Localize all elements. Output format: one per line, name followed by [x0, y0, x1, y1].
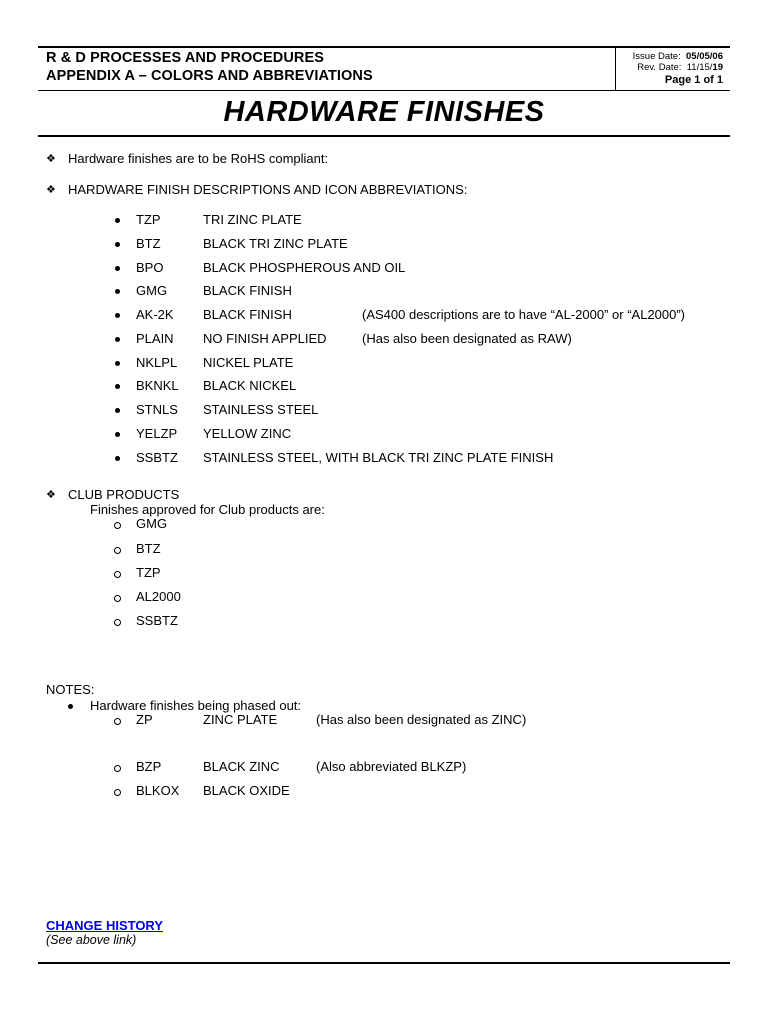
intro-bullet-2: HARDWARE FINISH DESCRIPTIONS AND ICON ABBREVIATIONS:: [68, 182, 468, 197]
document-meta-box: [615, 47, 731, 91]
bullet-dot-icon: [115, 337, 120, 342]
circle-bullet-icon: [114, 789, 121, 796]
finish-desc: YELLOW ZINC: [203, 426, 292, 441]
finish-code: BPO: [136, 260, 164, 275]
bullet-dot-icon: [115, 289, 120, 294]
club-item: GMG: [136, 516, 168, 531]
diamond-bullet-icon: ❖: [46, 489, 56, 501]
notes-heading: NOTES:: [46, 682, 95, 697]
circle-bullet-icon: [114, 522, 121, 529]
change-history-note: (See above link): [46, 933, 137, 947]
notes-bullet: Hardware finishes being phased out:: [90, 698, 302, 713]
page-title: HARDWARE FINISHES: [223, 96, 545, 128]
bullet-dot-icon: [115, 242, 120, 247]
finish-desc: TRI ZINC PLATE: [203, 212, 302, 227]
header-line-2: APPENDIX A – COLORS AND ABBREVIATIONS: [46, 68, 373, 84]
finish-code: BTZ: [136, 236, 161, 251]
circle-bullet-icon: [114, 718, 121, 725]
bullet-dot-icon: [115, 313, 120, 318]
finish-desc: NICKEL PLATE: [203, 355, 294, 370]
phased-desc: ZINC PLATE: [203, 712, 278, 727]
circle-bullet-icon: [114, 571, 121, 578]
finish-code: SSBTZ: [136, 450, 178, 465]
phased-code: BZP: [136, 759, 162, 774]
finish-note: (AS400 descriptions are to have “AL-2000” or “AL2000”): [362, 307, 686, 322]
bullet-dot-icon: [115, 361, 120, 366]
finish-code: YELZP: [136, 426, 178, 441]
club-item: BTZ: [136, 541, 161, 556]
bullet-dot-icon: [115, 408, 120, 413]
bullet-dot-icon: [115, 384, 120, 389]
rev-date: Rev. Date: 11/15/19: [637, 62, 723, 73]
circle-bullet-icon: [114, 595, 121, 602]
bullet-dot-icon: [115, 218, 120, 223]
finish-code: NKLPL: [136, 355, 178, 370]
phased-code: ZP: [136, 712, 153, 727]
finish-code: BKNKL: [136, 378, 179, 393]
footer-rule: [38, 962, 730, 964]
bullet-dot-icon: [115, 266, 120, 271]
finish-desc: STAINLESS STEEL: [203, 402, 319, 417]
finish-code: PLAIN: [136, 331, 174, 346]
change-history-link[interactable]: CHANGE HISTORY: [46, 918, 164, 933]
finish-desc: BLACK NICKEL: [203, 378, 297, 393]
finish-desc: BLACK FINISH: [203, 283, 292, 298]
finish-note: (Has also been designated as RAW): [362, 331, 572, 346]
finish-desc: STAINLESS STEEL, WITH BLACK TRI ZINC PLATE FINISH: [203, 450, 554, 465]
circle-bullet-icon: [114, 547, 121, 554]
diamond-bullet-icon: ❖: [46, 184, 56, 196]
club-item: TZP: [136, 565, 161, 580]
finish-desc: NO FINISH APPLIED: [203, 331, 327, 346]
phased-code: BLKOX: [136, 783, 180, 798]
page-number: Page 1 of 1: [664, 74, 723, 86]
finish-code: AK-2K: [136, 307, 174, 322]
header-line-1: R & D PROCESSES AND PROCEDURES: [46, 50, 325, 66]
phased-note: (Has also been designated as ZINC): [316, 712, 527, 727]
club-item: AL2000: [136, 589, 181, 604]
title-rule: [38, 135, 730, 137]
bullet-dot-icon: [68, 704, 73, 709]
club-item: SSBTZ: [136, 613, 178, 628]
intro-bullet-1: Hardware finishes are to be RoHS compliant:: [68, 151, 329, 166]
finish-desc: BLACK FINISH: [203, 307, 292, 322]
header-bottom-rule: [38, 90, 730, 91]
finish-desc: BLACK PHOSPHEROUS AND OIL: [203, 260, 406, 275]
bullet-dot-icon: [115, 456, 120, 461]
finish-code: TZP: [136, 212, 161, 227]
finish-code: GMG: [136, 283, 168, 298]
phased-desc: BLACK ZINC: [203, 759, 280, 774]
circle-bullet-icon: [114, 619, 121, 626]
diamond-bullet-icon: ❖: [46, 153, 56, 165]
club-heading: CLUB PRODUCTS: [68, 487, 180, 502]
issue-date: Issue Date: 05/05/06: [632, 51, 723, 62]
club-subheading: Finishes approved for Club products are:: [90, 502, 325, 517]
bullet-dot-icon: [115, 432, 120, 437]
circle-bullet-icon: [114, 765, 121, 772]
finish-code: STNLS: [136, 402, 178, 417]
phased-desc: BLACK OXIDE: [203, 783, 290, 798]
phased-note: (Also abbreviated BLKZP): [316, 759, 467, 774]
finish-desc: BLACK TRI ZINC PLATE: [203, 236, 348, 251]
